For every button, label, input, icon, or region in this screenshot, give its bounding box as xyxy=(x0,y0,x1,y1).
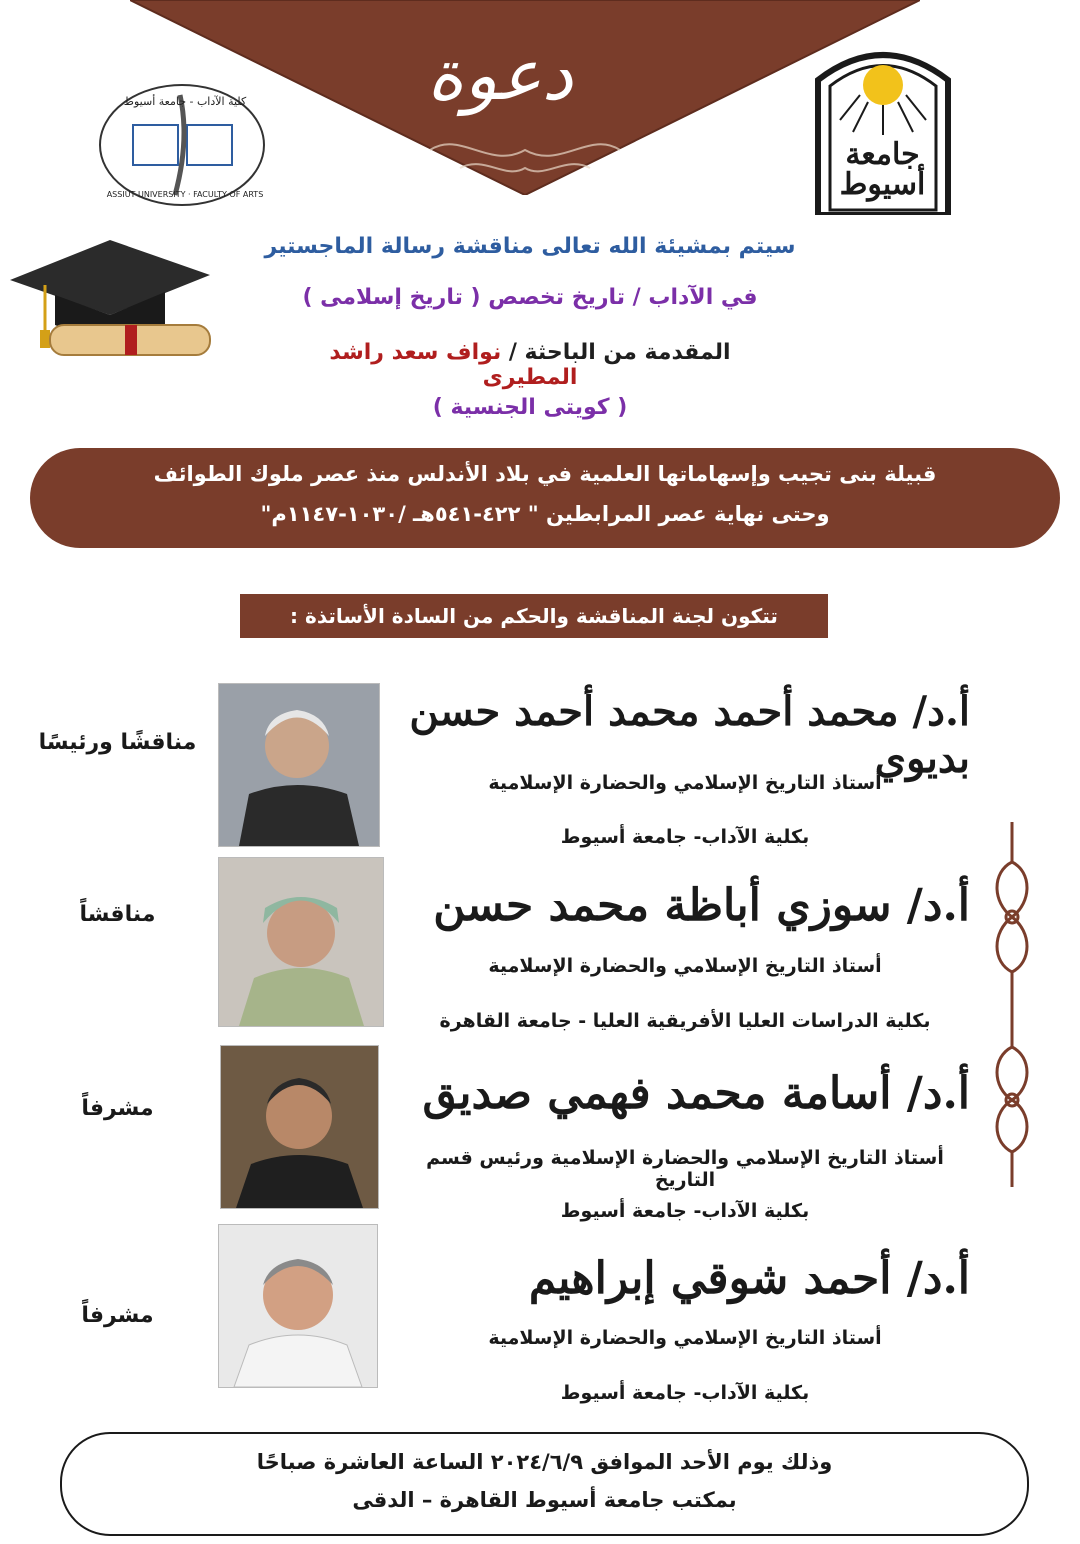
intro-line-1: سيتم بمشيئة الله تعالى مناقشة رسالة الماجستير xyxy=(264,234,796,259)
thesis-title-line-1: قبيلة بنى تجيب وإسهاماتها العلمية في بلاد الأندلس منذ عصر ملوك الطوائف xyxy=(153,462,937,486)
ornament-icon xyxy=(982,1012,1042,1187)
ornament-icon xyxy=(982,822,1042,1012)
member-1-name: أ.د/ محمد أحمد محمد أحمد حسن بديوي xyxy=(409,688,970,782)
researcher-label: المقدمة من الباحثة / xyxy=(501,340,731,365)
thesis-title-box xyxy=(30,448,1060,548)
location-line: بمكتب جامعة أسيوط القاهرة – الدقى xyxy=(352,1488,737,1512)
member-4-title: أستاذ التاريخ الإسلامي والحضارة الإسلامية xyxy=(488,1327,882,1349)
date-location-box xyxy=(60,1432,1029,1536)
faculty-logo-arabic-text: كلية الآداب - جامعة أسيوط xyxy=(123,95,247,108)
intro-line-4: ( كويتى الجنسية ) xyxy=(432,395,628,420)
faculty-logo-english-text: ASSIUT UNIVERSITY · FACULTY OF ARTS xyxy=(106,190,264,199)
thesis-title-line-2: وحتى نهاية عصر المرابطين " ٤٢٢-٥٤١هـ /١٠٣٠-١١٤٧م" xyxy=(260,502,830,526)
researcher-name: نواف سعد راشد المطيرى xyxy=(329,340,578,390)
member-3-title: أستاذ التاريخ الإسلامي والحضارة الإسلامية ورئيس قسم التاريخ xyxy=(426,1147,944,1191)
invitation-title: دعوة xyxy=(427,34,573,116)
member-3-role: مشرفاً xyxy=(81,1096,154,1121)
member-4-affiliation: بكلية الآداب- جامعة أسيوط xyxy=(560,1382,810,1404)
member-1-photo xyxy=(218,683,380,847)
member-3-photo xyxy=(220,1045,379,1209)
member-3-name: أ.د/ أسامة محمد فهمي صديق xyxy=(422,1068,970,1119)
date-line: وذلك يوم الأحد الموافق ٢٠٢٤/٦/٩ الساعة العاشرة صباحًا xyxy=(256,1450,833,1474)
member-2-title: أستاذ التاريخ الإسلامي والحضارة الإسلامية xyxy=(488,955,882,977)
member-4-photo xyxy=(218,1224,378,1388)
member-4-name: أ.د/ أحمد شوقي إبراهيم xyxy=(528,1253,970,1304)
member-1-affiliation: بكلية الآداب- جامعة أسيوط xyxy=(560,826,810,848)
member-3-affiliation: بكلية الآداب- جامعة أسيوط xyxy=(560,1200,810,1222)
intro-line-3 xyxy=(280,340,780,390)
assiut-university-logo-text: جامعة أسيوط xyxy=(839,137,926,202)
member-2-affiliation: بكلية الدراسات العليا الأفريقية العليا - جامعة القاهرة xyxy=(439,1010,931,1032)
committee-label: تتكون لجنة المناقشة والحكم من السادة الأساتذة : xyxy=(240,594,828,638)
graduation-cap-icon xyxy=(0,230,215,365)
member-1-role: مناقشًا ورئيسًا xyxy=(38,730,197,755)
member-2-role: مناقشاً xyxy=(79,902,156,927)
member-4-role: مشرفاً xyxy=(81,1303,154,1328)
member-1-title: أستاذ التاريخ الإسلامي والحضارة الإسلامية xyxy=(488,772,882,794)
member-2-photo xyxy=(218,857,384,1027)
member-2-name: أ.د/ سوزي أباظة محمد حسن xyxy=(433,880,970,931)
intro-line-2: في الآداب / تاريخ تخصص ( تاريخ إسلامى ) xyxy=(302,285,758,310)
